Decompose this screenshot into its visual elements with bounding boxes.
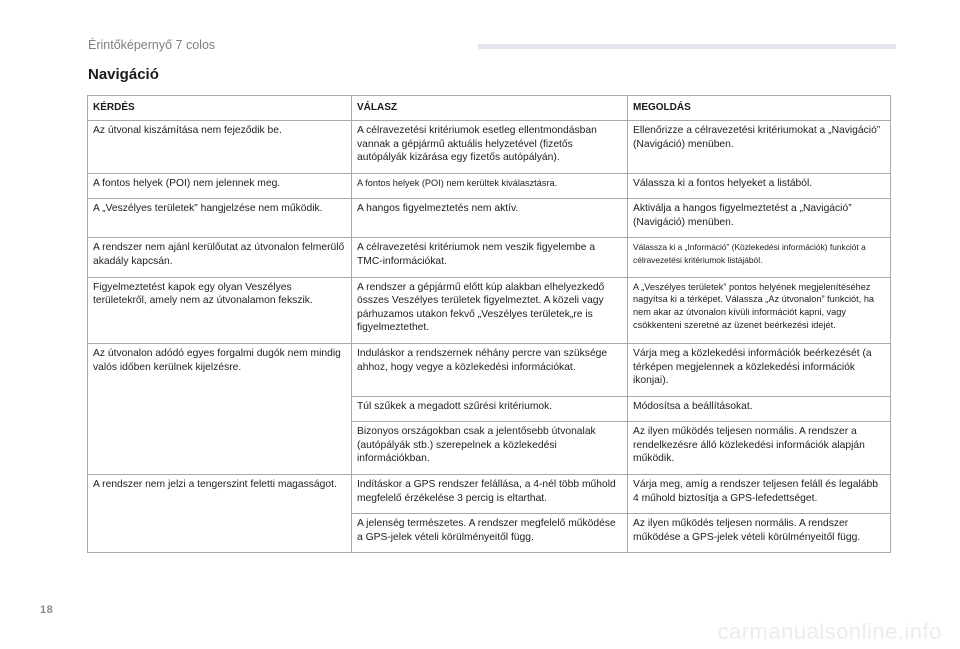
answer-cell: Induláskor a rendszernek néhány percre van szüksége ahhoz, hogy vegye a közlekedési információkat. <box>352 343 628 396</box>
column-header-question: KÉRDÉS <box>88 96 352 121</box>
question-cell: Az útvonal kiszámítása nem fejeződik be. <box>88 121 352 174</box>
solution-cell: Várja meg a közlekedési információk beérkezését (a térképen megjelennek a közlekedési információk ikonjai). <box>628 343 891 396</box>
answer-cell: A célravezetési kritériumok esetleg ellentmondásban vannak a gépjármű aktuális helyzetével (fizetős autópályák kizárása egy fizetős autópályán). <box>352 121 628 174</box>
answer-cell: A jelenség természetes. A rendszer megfelelő működése a GPS-jelek vételi körülményeitől függ. <box>352 514 628 553</box>
table-row <box>88 474 891 513</box>
answer-cell: A hangos figyelmeztetés nem aktív. <box>352 199 628 238</box>
solution-cell: Ellenőrizze a célravezetési kritériumokat a „Navigáció” (Navigáció) menüben. <box>628 121 891 174</box>
table-row <box>88 343 891 396</box>
table-header-row <box>88 96 891 121</box>
troubleshooting-table <box>87 95 891 553</box>
solution-cell: Az ilyen működés teljesen normális. A rendszer a rendelkezésre álló közlekedési információk alapján működik. <box>628 422 891 475</box>
question-cell: A rendszer nem ajánl kerülőutat az útvonalon felmerülő akadály kapcsán. <box>88 238 352 277</box>
answer-cell: A rendszer a gépjármű előtt kúp alakban elhelyezkedő összes Veszélyes területek figyelmeztet. A közeli vagy párhuzamos utakon fekvő „Veszélyes területek„re is figyelmeztethet. <box>352 277 628 343</box>
watermark: carmanualsonline.info <box>717 619 942 644</box>
question-cell: A rendszer nem jelzi a tengerszint feletti magasságot. <box>88 474 352 552</box>
table-row <box>88 277 891 343</box>
solution-cell: Az ilyen működés teljesen normális. A rendszer működése a GPS-jelek vételi körülményeitől függ. <box>628 514 891 553</box>
solution-cell: A „Veszélyes területek” pontos helyének megjelenítéséhez nagyítsa ki a térképet. Válassza „Az útvonalon” funkciót, ha nem akar az útvonalon kívüli információt kapni, vagy csökkenteni szeretné az üzenet beérkezési idejét. <box>628 277 891 343</box>
question-cell: Figyelmeztetést kapok egy olyan Veszélyes területekről, amely nem az útvonalamon fekszik. <box>88 277 352 343</box>
solution-cell: Válassza ki a fontos helyeket a listából. <box>628 173 891 199</box>
question-cell: Az útvonalon adódó egyes forgalmi dugók nem mindig valós időben kerülnek kijelzésre. <box>88 343 352 474</box>
question-cell: A „Veszélyes területek” hangjelzése nem működik. <box>88 199 352 238</box>
page-number: 18 <box>40 604 54 616</box>
header-accent-bar <box>478 44 896 49</box>
answer-cell: Túl szűkek a megadott szűrési kritériumok. <box>352 396 628 422</box>
solution-cell: Módosítsa a beállításokat. <box>628 396 891 422</box>
table-row <box>88 199 891 238</box>
table-row <box>88 173 891 199</box>
table-row <box>88 238 891 277</box>
document-header-title: Érintőképernyő 7 colos <box>88 38 216 52</box>
question-cell: A fontos helyek (POI) nem jelennek meg. <box>88 173 352 199</box>
solution-cell: Aktiválja a hangos figyelmeztetést a „Navigáció” (Navigáció) menüben. <box>628 199 891 238</box>
section-title: Navigáció <box>88 66 159 83</box>
answer-cell: A fontos helyek (POI) nem kerültek kiválasztásra. <box>352 173 628 199</box>
solution-cell: Várja meg, amíg a rendszer teljesen feláll és legalább 4 műhold biztosítja a GPS-lefedettséget. <box>628 474 891 513</box>
table-row <box>88 121 891 174</box>
answer-cell: Bizonyos országokban csak a jelentősebb útvonalak (autópályák stb.) szerepelnek a közlekedési információkban. <box>352 422 628 475</box>
answer-cell: A célravezetési kritériumok nem veszik figyelembe a TMC-információkat. <box>352 238 628 277</box>
column-header-solution: MEGOLDÁS <box>628 96 891 121</box>
column-header-answer: VÁLASZ <box>352 96 628 121</box>
answer-cell: Indításkor a GPS rendszer felállása, a 4-nél több műhold megfelelő érzékelése 3 percig is eltarthat. <box>352 474 628 513</box>
solution-cell: Válassza ki a „Információ” (Közlekedési információk) funkciót a célravezetési kritériumok listájából. <box>628 238 891 277</box>
